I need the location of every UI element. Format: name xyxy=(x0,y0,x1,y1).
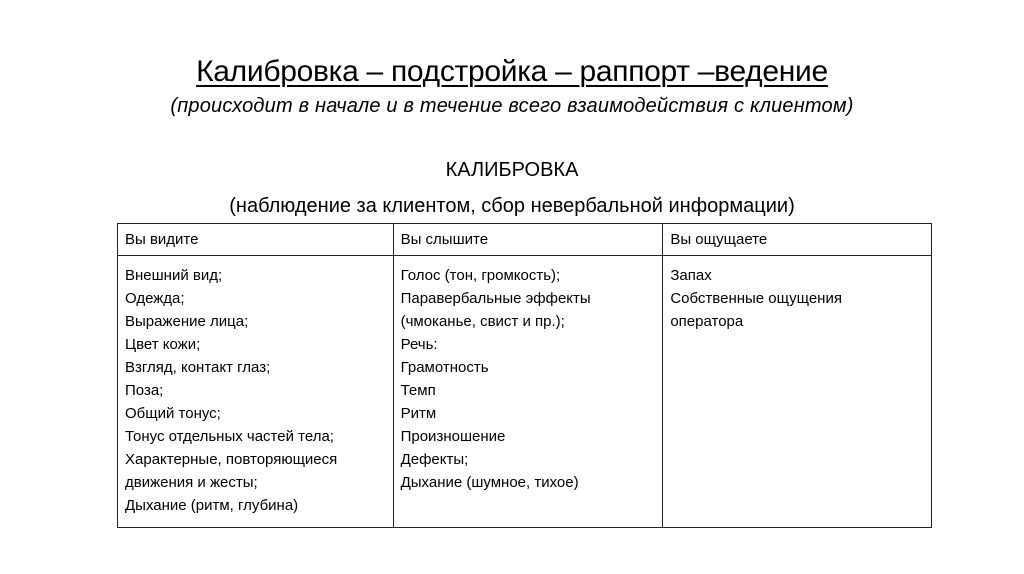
list-item: Характерные, повторяющиеся xyxy=(125,451,338,468)
table-row xyxy=(118,256,932,528)
list-item: Голос (тон, громкость); xyxy=(400,267,561,284)
list-item: Выражение лица; xyxy=(125,313,249,330)
list-item: Одежда; xyxy=(125,290,185,307)
cell-you-hear xyxy=(393,256,663,528)
list-item: Ритм xyxy=(400,405,437,422)
list-item: оператора xyxy=(670,313,744,330)
slide-title: Калибровка – подстройка – раппорт –ведение xyxy=(196,55,828,88)
section-title: КАЛИБРОВКА xyxy=(445,159,579,181)
list-item: Тонус отдельных частей тела; xyxy=(125,428,334,445)
header-you-feel: Вы ощущаете xyxy=(663,224,932,256)
list-item: (чмоканье, свист и пр.); xyxy=(400,313,565,330)
list-item: движения и жесты; xyxy=(125,474,258,491)
list-item: Дыхание (шумное, тихое) xyxy=(400,474,579,491)
list-item: Запах xyxy=(670,267,712,284)
section-subtitle: (наблюдение за клиентом, сбор невербальной информации) xyxy=(229,195,795,217)
list-item: Паравербальные эффекты xyxy=(400,290,591,307)
list-item: Дефекты; xyxy=(400,451,469,468)
list-item: Цвет кожи; xyxy=(125,336,201,353)
list-item: Общий тонус; xyxy=(125,405,221,422)
list-item: Речь: xyxy=(400,336,438,353)
list-item: Дыхание (ритм, глубина) xyxy=(125,497,299,514)
table-header-row xyxy=(118,224,932,256)
list-item: Произношение xyxy=(400,428,506,445)
header-you-see: Вы видите xyxy=(118,224,394,256)
slide-subtitle: (происходит в начале и в течение всего взаимодействия с клиентом) xyxy=(170,95,854,117)
header-you-hear: Вы слышите xyxy=(393,224,663,256)
list-item: Темп xyxy=(400,382,436,399)
list-item: Грамотность xyxy=(400,359,489,376)
list-item: Взгляд, контакт глаз; xyxy=(125,359,271,376)
cell-you-feel xyxy=(663,256,932,528)
list-item: Внешний вид; xyxy=(125,267,223,284)
list-item: Поза; xyxy=(125,382,164,399)
list-item: Собственные ощущения xyxy=(670,290,842,307)
calibration-table xyxy=(117,223,932,528)
cell-you-see xyxy=(118,256,394,528)
